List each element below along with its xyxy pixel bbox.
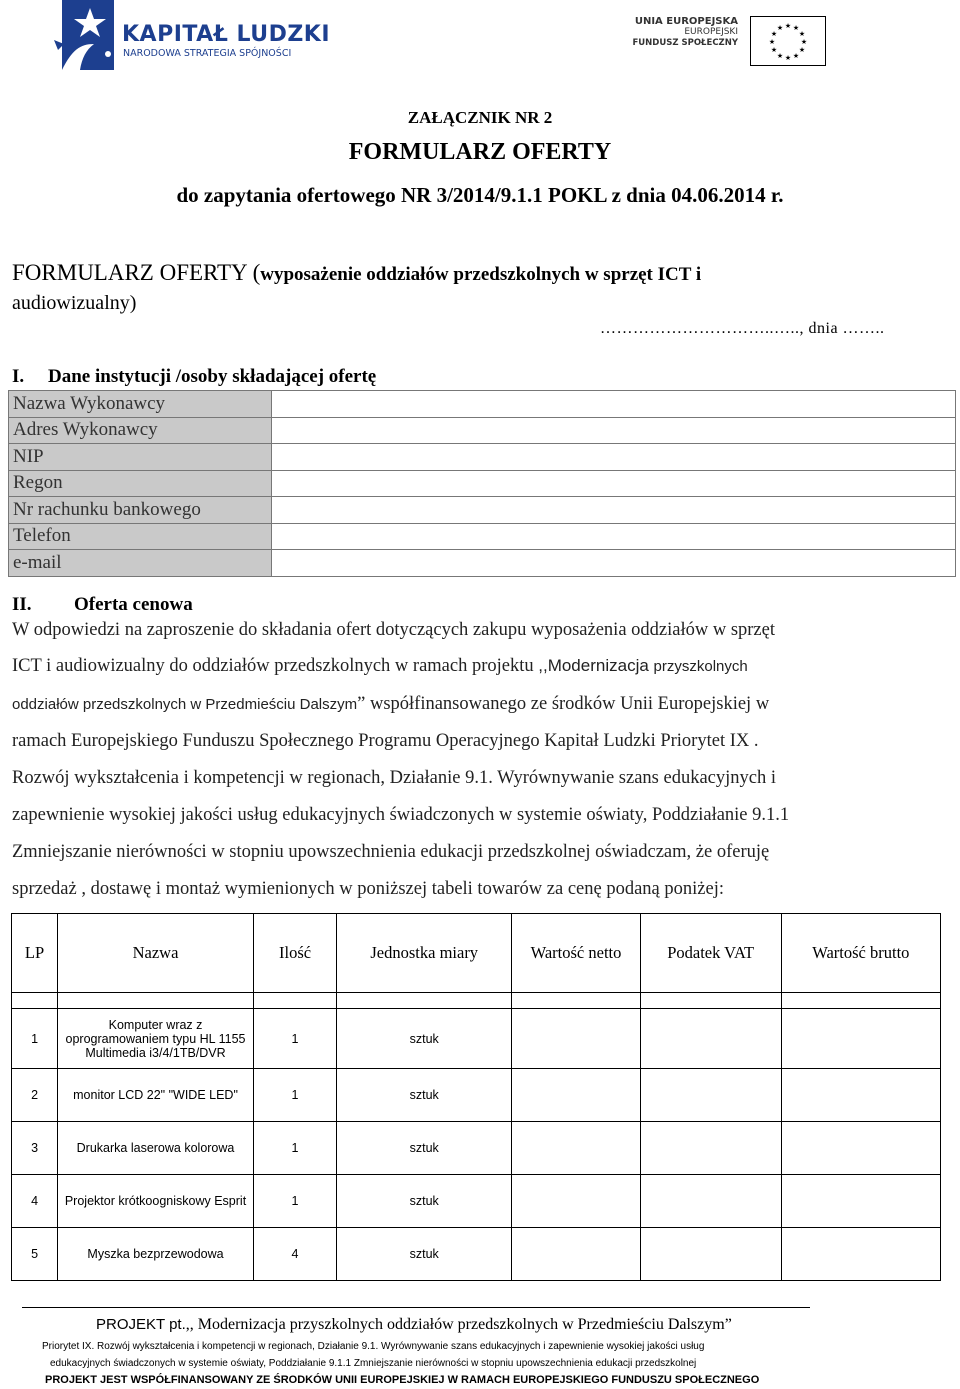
phone-field[interactable]	[272, 523, 956, 550]
offer-text-segment: ” współfinansowanego ze środków Unii Europejskiej w	[357, 694, 770, 714]
row-lp: 5	[12, 1228, 58, 1281]
bank-account-field[interactable]	[272, 497, 956, 524]
table-row	[12, 1069, 941, 1122]
form-title: FORMULARZ OFERTY	[348, 139, 612, 165]
table-row	[9, 417, 956, 444]
svg-text:★: ★	[776, 52, 784, 60]
eu-logo-line2: EUROPEJSKI	[684, 27, 738, 37]
row-name: Myszka bezprzewodowa	[58, 1228, 254, 1281]
row-vat[interactable]	[640, 1175, 781, 1228]
table-row	[9, 391, 956, 418]
row-gross-value[interactable]	[781, 1069, 940, 1122]
row-gross-value[interactable]	[781, 1228, 940, 1281]
svg-text:★: ★	[770, 46, 778, 54]
section-2-number: II.	[12, 594, 32, 615]
svg-text:★: ★	[784, 22, 792, 30]
eu-logo-line3: FUNDUSZ SPOŁECZNY	[632, 38, 738, 48]
row-net-value[interactable]	[512, 1175, 640, 1228]
section-2-heading	[12, 594, 193, 616]
inquiry-reference: do zapytania ofertowego NR 3/2014/9.1.1 POKL z dnia 04.06.2014 r.	[176, 183, 784, 207]
row-gross-value[interactable]	[781, 1122, 940, 1175]
column-header-gross-value: Wartość brutto	[781, 914, 940, 993]
row-net-value[interactable]	[512, 1122, 640, 1175]
row-quantity: 4	[253, 1228, 336, 1281]
table-row	[12, 1175, 941, 1228]
row-vat[interactable]	[640, 1122, 781, 1175]
contractor-name-field[interactable]	[272, 391, 956, 418]
offer-text-segment: ICT i audiowizualny do oddziałów przedszkolnych w ramach projektu	[12, 656, 539, 676]
footer-project-name: ,, Modernizacja przyszkolnych oddziałów przedszkolnych w Przedmieściu Dalszym”	[185, 1316, 732, 1333]
table-row	[9, 444, 956, 471]
table-row	[12, 1228, 941, 1281]
offer-text-line: Rozwój wykształcenia i kompetencji w regionach, Działanie 9.1. Wyrównywanie szans edukacyjnych i	[12, 768, 776, 788]
row-unit: sztuk	[337, 1228, 512, 1281]
contractor-address-field[interactable]	[272, 417, 956, 444]
svg-text:★: ★	[792, 52, 800, 60]
row-unit: sztuk	[337, 1175, 512, 1228]
row-lp: 3	[12, 1122, 58, 1175]
footer-divider	[22, 1307, 810, 1308]
row-net-value[interactable]	[512, 1228, 640, 1281]
offer-text-segment: przyszkolnych	[653, 658, 748, 675]
row-unit: sztuk	[337, 1122, 512, 1175]
field-label: Telefon	[9, 523, 272, 550]
column-header-lp: LP	[12, 914, 58, 993]
column-header-net-value: Wartość netto	[512, 914, 640, 993]
svg-text:★: ★	[770, 30, 778, 38]
svg-text:★: ★	[768, 38, 776, 46]
table-row	[12, 1122, 941, 1175]
field-label: Nazwa Wykonawcy	[9, 391, 272, 418]
offer-text-segment: oddziałów przedszkolnych w Przedmieściu Dalszym	[12, 696, 358, 713]
row-name: Drukarka laserowa kolorowa	[58, 1122, 254, 1175]
form-heading-main: FORMULARZ OFERTY (	[12, 260, 261, 285]
svg-text:★: ★	[776, 24, 784, 32]
nip-field[interactable]	[272, 444, 956, 471]
offer-text-line: Zmniejszanie nierówności w stopniu upowszechnienia edukacji przedszkolnej oświadczam, że oferuję	[12, 842, 770, 862]
date-line[interactable]: …………………………..….., dnia ……..	[600, 320, 885, 337]
column-header-quantity: Ilość	[253, 914, 336, 993]
field-label: Adres Wykonawcy	[9, 417, 272, 444]
eu-flag-icon	[750, 16, 826, 66]
row-quantity: 1	[253, 1069, 336, 1122]
attachment-number: ZAŁĄCZNIK NR 2	[407, 108, 553, 127]
offer-text-line: zapewnienie wysokiej jakości usług edukacyjnych świadczonych w systemie oświaty, Poddziałanie 9.1.1	[12, 805, 790, 825]
footer-cofinancing-line: PROJEKT JEST WSPÓŁFINANSOWANY ZE ŚRODKÓW UNII EUROPEJSKIEJ W RAMACH EUROPEJSKIEGO FUNDUSZU SPOŁECZNEGO	[45, 1374, 760, 1386]
field-label: e-mail	[9, 550, 272, 577]
table-row	[9, 523, 956, 550]
kapital-ludzki-emblem-icon	[50, 0, 120, 72]
form-heading-line2: audiowizualny)	[12, 292, 137, 314]
footer-project-prefix: PROJEKT pt.	[96, 1316, 186, 1333]
row-gross-value[interactable]	[781, 1009, 940, 1069]
row-vat[interactable]	[640, 1069, 781, 1122]
regon-field[interactable]	[272, 470, 956, 497]
field-label: NIP	[9, 444, 272, 471]
field-label: Regon	[9, 470, 272, 497]
row-lp: 2	[12, 1069, 58, 1122]
svg-text:★: ★	[792, 24, 800, 32]
offer-price-table	[11, 913, 941, 1281]
table-row	[9, 550, 956, 577]
column-header-name: Nazwa	[58, 914, 254, 993]
row-name: monitor LCD 22" "WIDE LED"	[58, 1069, 254, 1122]
row-vat[interactable]	[640, 1228, 781, 1281]
table-header-row	[12, 914, 941, 993]
section-1-number: I.	[12, 366, 25, 387]
offer-text-line	[12, 694, 936, 715]
table-row	[9, 497, 956, 524]
footer-priority-line: Priorytet IX. Rozwój wykształcenia i kompetencji w regionach, Działanie 9.1. Wyrównywanie szans edukacyjnych i zapewnienie wysokiej jakości usług	[42, 1341, 705, 1352]
offer-text-line: sprzedaż , dostawę i montaż wymienionych w poniższej tabeli towarów za cenę podaną poniżej:	[12, 879, 724, 899]
section-1-heading	[12, 366, 376, 388]
row-net-value[interactable]	[512, 1069, 640, 1122]
row-lp: 1	[12, 1009, 58, 1069]
svg-text:★: ★	[800, 38, 808, 46]
eu-logo-line1: UNIA EUROPEJSKA	[634, 16, 738, 27]
table-spacer-row	[12, 993, 941, 1009]
section-2-title: Oferta cenowa	[74, 594, 193, 615]
email-field[interactable]	[272, 550, 956, 577]
kl-logo-subtitle: NARODOWA STRATEGIA SPÓJNOŚCI	[123, 48, 292, 59]
row-name: Projektor krótkoogniskowy Esprit	[58, 1175, 254, 1228]
row-quantity: 1	[253, 1009, 336, 1069]
column-header-vat: Podatek VAT	[640, 914, 781, 993]
field-label: Nr rachunku bankowego	[9, 497, 272, 524]
row-quantity: 1	[253, 1122, 336, 1175]
svg-text:★: ★	[798, 30, 806, 38]
offer-text-line	[12, 656, 936, 677]
table-row	[12, 1009, 941, 1069]
eu-logo	[628, 16, 928, 66]
offer-text-line: W odpowiedzi na zaproszenie do składania ofert dotyczących zakupu wyposażenia oddziałów w sprzęt	[12, 620, 775, 640]
row-net-value[interactable]	[512, 1009, 640, 1069]
form-heading-sub: wyposażenie oddziałów przedszkolnych w sprzęt ICT i	[260, 264, 702, 285]
form-heading	[12, 260, 701, 286]
offer-text-segment: ,,Modernizacja	[538, 656, 654, 675]
column-header-unit: Jednostka miary	[337, 914, 512, 993]
row-vat[interactable]	[640, 1009, 781, 1069]
svg-text:★: ★	[798, 46, 806, 54]
eu-logo-text	[628, 16, 738, 49]
footer-subaction-line: edukacyjnych świadczonych w systemie oświaty, Poddziałanie 9.1.1 Zmniejszanie nierówności w stopniu upowszechnienia edukacji przedszkolnej	[50, 1358, 697, 1369]
kl-logo-title: KAPITAŁ LUDZKI	[122, 22, 331, 47]
row-lp: 4	[12, 1175, 58, 1228]
row-unit: sztuk	[337, 1009, 512, 1069]
row-unit: sztuk	[337, 1069, 512, 1122]
row-name: Komputer wraz z oprogramowaniem typu HL 1155 Multimedia i3/4/1TB/DVR	[58, 1009, 254, 1069]
offer-text-line: ramach Europejskiego Funduszu Społecznego Programu Operacyjnego Kapitał Ludzki Priorytet IX .	[12, 731, 759, 751]
kapital-ludzki-logo	[50, 0, 331, 72]
section-1-title: Dane instytucji /osoby składającej ofertę	[48, 366, 377, 387]
svg-text:★: ★	[784, 54, 792, 62]
row-gross-value[interactable]	[781, 1175, 940, 1228]
row-quantity: 1	[253, 1175, 336, 1228]
footer-project-title	[96, 1316, 732, 1334]
table-row	[9, 470, 956, 497]
contractor-data-table	[8, 390, 956, 577]
